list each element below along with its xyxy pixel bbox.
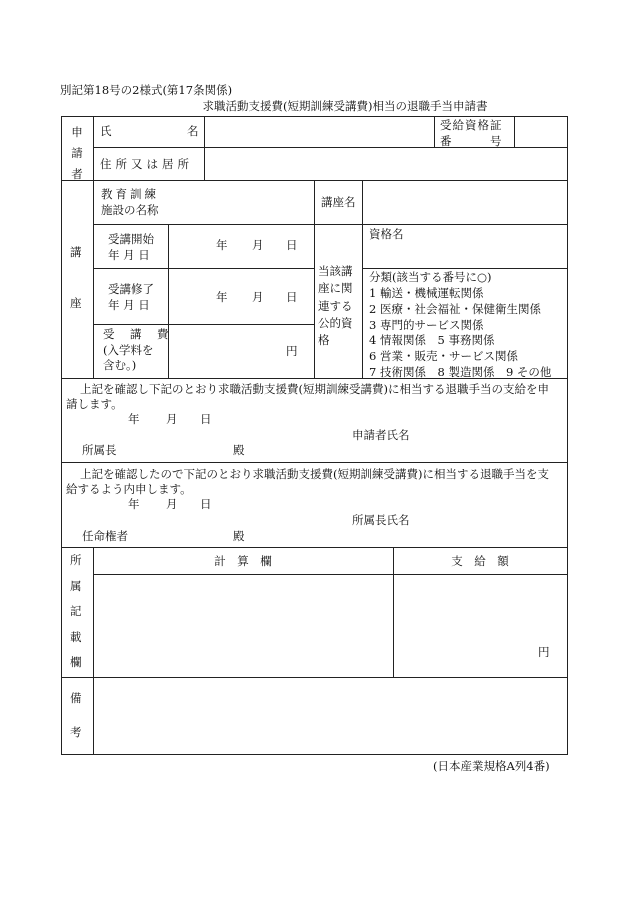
start-date-field[interactable]: 年 月 日: [216, 238, 298, 252]
chief-name-label: 所属長氏名: [352, 513, 410, 527]
calc-column-header: 計 算 欄: [214, 554, 272, 568]
classification-item: 1 輸送・機械運転関係: [369, 285, 484, 300]
remarks-field[interactable]: [95, 679, 565, 753]
applicant-signature-field[interactable]: [412, 428, 562, 444]
applicant-side-label: 申 請 者: [71, 125, 83, 181]
name-field[interactable]: [206, 118, 432, 146]
end-date-field[interactable]: 年 月 日: [216, 290, 298, 304]
address-field[interactable]: [206, 149, 566, 179]
cert-number-field[interactable]: [516, 118, 566, 146]
facility-label: 教育訓練 施設の名称: [101, 187, 159, 217]
classification-title: 分類(該当する番号に○): [369, 270, 492, 284]
course-side-label-bottom: 座: [70, 296, 82, 310]
internal-text-line1: 上記を確認したので下記のとおり求職活動支援費(短期訓練受講費)に相当する退職手当を支: [80, 467, 549, 481]
name-label-last: 名: [187, 124, 199, 138]
calc-field[interactable]: [95, 576, 391, 675]
course-name-field[interactable]: [364, 182, 566, 222]
qualification-name-field[interactable]: [364, 242, 566, 266]
application-text-line2: 請します。: [66, 397, 123, 411]
application-text-line1: 上記を確認し下記のとおり求職活動支援費(短期訓練受講費)に相当する退職手当の支給を申: [80, 382, 549, 396]
form-title: 求職活動支援費(短期訓練受講費)相当の退職手当申請書: [202, 99, 488, 113]
qualification-name-label: 資格名: [369, 227, 404, 241]
office-side-label: 所 属 記 載 欄: [70, 553, 82, 670]
internal-text-line2: 給するよう内申します。: [66, 482, 192, 496]
addressee-chief-label: 所属長: [82, 443, 117, 457]
remarks-side-label: 備 考: [70, 691, 82, 739]
honorific-dono: 殿: [233, 443, 245, 457]
cert-number-label: 受給資格証 番 号: [440, 118, 503, 148]
classification-item: 2 医療・社会福祉・保健衛生関係: [369, 301, 541, 316]
classification-item: 7 技術関係 8 製造関係 9 その他: [369, 365, 552, 380]
classification-item: 6 営業・販売・サービス関係: [369, 349, 518, 364]
applicant-name-label: 申請者氏名: [352, 428, 410, 442]
application-date-field[interactable]: 年 月 日: [128, 412, 212, 426]
classification-item: 3 専門的サービス関係: [369, 317, 484, 332]
classification-list: [369, 270, 551, 381]
name-label-first: 氏: [100, 124, 112, 138]
facility-field[interactable]: [170, 182, 312, 222]
internal-date-field[interactable]: 年 月 日: [128, 497, 212, 511]
form-number: 別記第18号の2様式(第17条関係): [60, 83, 233, 97]
start-date-label: 受講開始 年 月 日: [108, 232, 154, 262]
qualification-side-label: 当該講 座に関 連する 公的資 格: [318, 264, 353, 347]
fee-label: 受 講 費 (入学料を 含む。): [103, 327, 171, 373]
course-side-label-top: 講: [70, 245, 82, 259]
classification-item: 4 情報関係 5 事務関係: [369, 333, 495, 348]
address-label: 住所又は居所: [100, 157, 193, 171]
standard-note: (日本産業規格A列4番): [433, 759, 550, 773]
honorific-dono: 殿: [233, 529, 245, 543]
payment-column-header: 支 給 額: [451, 554, 509, 568]
chief-signature-field[interactable]: [412, 513, 562, 529]
end-date-label: 受講修了 年 月 日: [108, 282, 154, 312]
course-name-label: 講座名: [321, 195, 356, 209]
fee-field[interactable]: 円: [286, 344, 298, 358]
payment-field[interactable]: 円: [538, 645, 550, 659]
appointing-authority-label: 任命権者: [82, 529, 128, 543]
